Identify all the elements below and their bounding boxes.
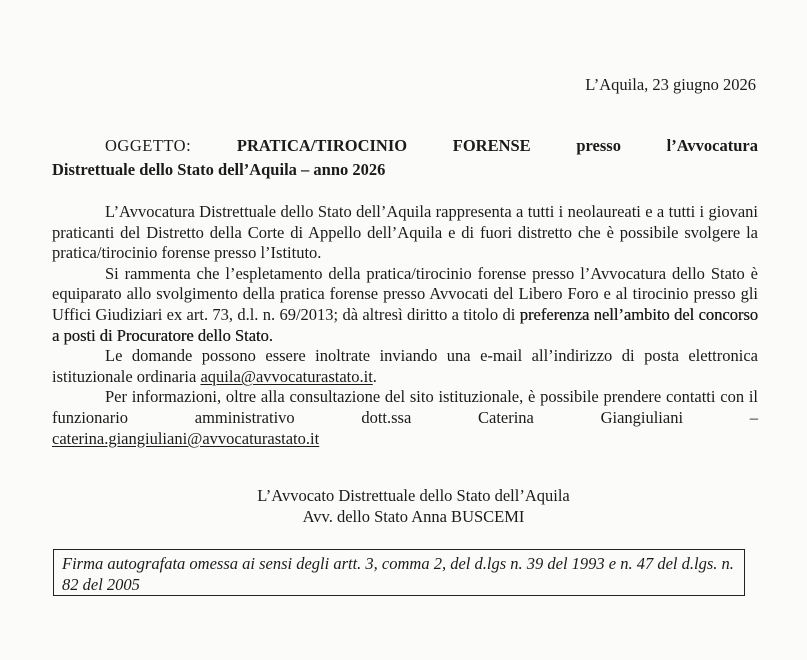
signature-name: Avv. dello Stato Anna BUSCEMI	[302, 507, 525, 526]
paragraph-intro: L’Avvocatura Distrettuale dello Stato dell’Aquila rappresenta a tutti i neolaureati e a tutti i giovani praticanti del Distretto della Corte di Appello dell’Aquila e di fuori distretto che è possibile svolgere la pratica/tirocinio forense presso l’Istituto.	[52, 202, 758, 263]
email-link-contact[interactable]: caterina.giangiuliani@avvocaturastato.it	[52, 428, 320, 448]
subject-heading	[52, 134, 758, 182]
paragraph-applications-end: .	[372, 366, 377, 386]
subject-title-word-2: FORENSE	[452, 136, 531, 155]
subject-title-word-4: l’Avvocatura	[666, 136, 758, 155]
subject-title-word-3: presso	[576, 136, 621, 155]
paragraph-equivalence-text: Si rammenta che l’espletamento della pratica/tirocinio forense presso l’Avvocatura dello Stato è equiparato allo svolgimento della pratica forense presso Avvocati del Libero Foro e al tirocinio presso gli Uffici Giudiziari ex art. 73, d.l. n. 69/2013; dà altresì diritto a titolo di	[52, 263, 758, 324]
paragraph-equivalence-emphasis: preferenza nell’ambito del concorso a posti di Procuratore dello Stato.	[52, 304, 759, 345]
paragraph-applications-text: Le domande possono essere inoltrate inviando una e-mail all’indirizzo di posta elettronica istituzionale ordinaria	[52, 346, 758, 386]
email-link-aquila[interactable]: aquila@avvocaturastato.it	[200, 366, 373, 386]
letter-body	[52, 202, 758, 449]
document-date: L’Aquila, 23 giugno 2026	[585, 75, 756, 94]
paragraph-contacts-email	[52, 429, 758, 450]
subject-line-2	[52, 158, 758, 182]
paragraph-contacts-text: Per informazioni, oltre alla consultazione del sito istituzionale, è possibile prendere contatti con il funzionario amministrativo dott.ssa Caterina Giangiuliani –	[52, 387, 758, 427]
subject-line-1	[52, 134, 758, 158]
paragraph-applications	[52, 346, 758, 387]
paragraph-contacts	[52, 387, 758, 428]
subject-title-line-2: Distrettuale dello Stato dell’Aquila – anno 2026	[52, 160, 386, 179]
signature-omitted-note: Firma autografata omessa ai sensi degli artt. 3, comma 2, del d.lgs n. 39 del 1993 e n. 47 del d.lgs. n. 82 del 2005	[53, 549, 745, 596]
subject-label: OGGETTO:	[105, 136, 192, 155]
paragraph-equivalence	[52, 264, 758, 346]
signature-title: L’Avvocato Distrettuale dello Stato dell’Aquila	[257, 486, 570, 505]
subject-title-word-1: PRATICA/TIROCINIO	[236, 136, 408, 155]
signature-block	[0, 485, 807, 527]
